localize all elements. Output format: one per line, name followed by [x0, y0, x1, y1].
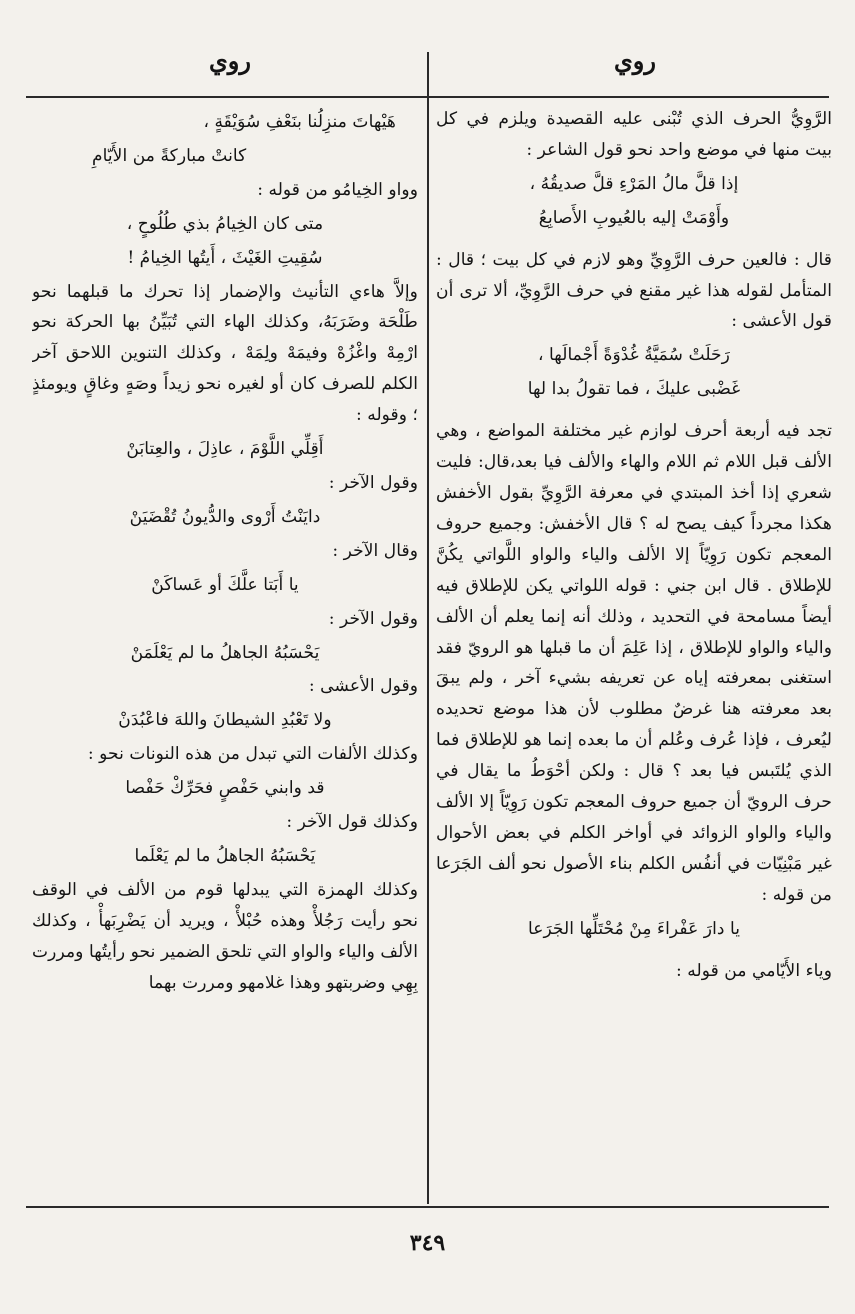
verse-line: وأَوْمَتْ إليه بالعُيوبِ الأَصابِعُ: [538, 207, 730, 228]
verse-line: قد وابني حَفْصٍ فحَرِّكْ حَفْصا: [125, 778, 325, 799]
paragraph: وواو الخِيامُو من قوله :: [257, 179, 418, 200]
page-number: ٣٤٩: [409, 1230, 446, 1256]
verse-line: غَضْبى عليكَ ، فما تقولُ بدا لها: [527, 379, 741, 400]
paragraph: وقول الأعشى :: [308, 676, 418, 697]
spacer: [436, 948, 832, 956]
verse-line: يَحْسَبُهُ الجاهلُ ما لم يَعْلَما: [134, 845, 316, 866]
paragraph: وقول الآخر :: [328, 472, 418, 493]
verse-line: دايَنْتُ أَرْوى والدُّيونُ تُقْضَيَنْ: [129, 506, 321, 527]
verse-line: رَحَلَتْ سُمَيَّةُ غُدْوَةً أَجْمالَها ،: [538, 345, 730, 366]
left-column: [32, 104, 418, 998]
paragraph: وقول الآخر :: [328, 608, 418, 629]
paragraph: وقال الآخر :: [332, 540, 418, 561]
verse-line: هَيْهاتَ منزِلُنا بنَعْفِ سُوَيْقَةٍ ،: [203, 112, 396, 132]
verse-line: كانتْ مباركةً من الأَيّامِ: [92, 145, 247, 166]
header-rule: [26, 96, 829, 98]
verse-line: يا أَبَتا علَّكَ أو عَساكَنْ: [151, 574, 299, 595]
verse-line: يَحْسَبُهُ الجاهلُ ما لم يَعْلَمَنْ: [130, 642, 320, 663]
paragraph: قال : فالعين حرف الرَّوِيِّ وهو لازم في كل بيت ؛ قال : المتأمل لقوله هذا غير مقنع في حرف الرَّوِيِّ، ألا ترى أن قول الأعشى :: [436, 249, 832, 332]
paragraph: وياء الأَيّامي من قوله :: [675, 960, 832, 981]
verse-line: سُقِيتِ الغَيْثَ ، أَيتُها الخِيامُ !: [127, 247, 323, 268]
spacer: [436, 237, 832, 245]
paragraph: وإلاَّ هاءي التأنيث والإضمار إذا تحرك ما قبلهما نحو طَلْحَة وضَرَبَهُ، وكذلك الهاء التي تُبَيِّنُ بها الحركة نحو ارْمِهْ واغْزُهْ وفيمَهْ ولِمَهْ ، وكذلك التنوين اللاحق آخر الكلم للصرف كان أو لغيره نحو زيداً وصَهٍ وغاقٍ ويومئذٍ ؛ وقوله :: [32, 281, 418, 426]
verse-line: إذا قلَّ مالُ المَرْءِ قلَّ صديقُهُ ،: [529, 173, 739, 194]
paragraph: وكذلك الهمزة التي يبدلها قوم من الألف في الوقف نحو رأيت رَجُلأْ وهذه حُبْلأْ ، ويريد أن يَضْرِبَهأْ ، وكذلك الألف والياء والواو التي تلحق الضمير نحو رأيتُها ومررت بِهِي وضربتهو وهذا غلامهو ومررت بهما: [32, 879, 418, 993]
paragraph: وكذلك الألفات التي تبدل من هذه النونات نحو :: [87, 744, 418, 765]
running-head-right: روي: [614, 46, 656, 75]
running-head-left: روي: [209, 46, 251, 75]
paragraph: تجد فيه أربعة أحرف لوازم غير مختلفة المواضع ، وهي الألف قبل اللام ثم اللام والهاء والألف فيا بعد،قال: فليت شعري إذا أخذ المبتدي في معرفة الرَّوِيِّ بقول الأخفش هكذا مجرداً كيف يصح له ؟ قال الأخفش: وجميع حروف المعجم تكون رَوِيّاً إلا الألف والياء والواو اللَّواتي يكُنَّ للإطلاق . قال ابن جني : قوله اللواتي يكن للإطلاق فيه أيضاً مسامحة في التحديد ، وذلك أنه إنما يعلم أن الألف والياء والواو للإطلاق ، إذا عَلِمَ أن ما قبلها هو الرويّ فقد استغنى بمعرفته إياه عن تعريفه بشيء آخر ، ولم يبقَ بعد معرفته هنا غرضٌ مطلوب لأن هذا موضع تحديده ليُعرف ، فإذا عُرف وعُلم أن ما بعده إنما هو للإطلاق فما الذي يُلتَبس فيا بعد ؟ قال : ولكن أحْوَطُ ما يقال في حرف الرويّ أن جميع حروف المعجم تكون رَوِيّاً إلا الألف والياء والواو الزوائد في أواخر الكلم في بعض الأحوال غير مَبْنِيّات في أنفُس الكلم بناء الأصول نحو ألف الجَرَعا من قوله :: [436, 421, 832, 905]
spacer: [436, 408, 832, 416]
verse-line: ولا تَعْبُدِ الشيطانَ واللهَ فاعْبُدَنْ: [118, 710, 332, 731]
paragraph: الرَّوِيُّ الحرف الذي تُبْنى عليه القصيدة ويلزم في كل بيت منها في موضع واحد نحو قول الشاعر :: [436, 109, 832, 160]
verse-line: متى كان الخِيامُ بذي طُلُوحٍ ،: [126, 213, 324, 234]
verse-line: يا دارَ عَفْراءَ مِنْ مُحْتَلِّها الجَرَعا: [527, 918, 741, 939]
footer-rule: [26, 1206, 829, 1208]
right-column: [436, 104, 832, 986]
verse-line: أَقِلِّي اللَّوْمَ ، عاذِلَ ، والعِتابَنْ: [126, 439, 324, 460]
paragraph: وكذلك قول الآخر :: [286, 812, 418, 833]
column-divider: [427, 52, 429, 1204]
